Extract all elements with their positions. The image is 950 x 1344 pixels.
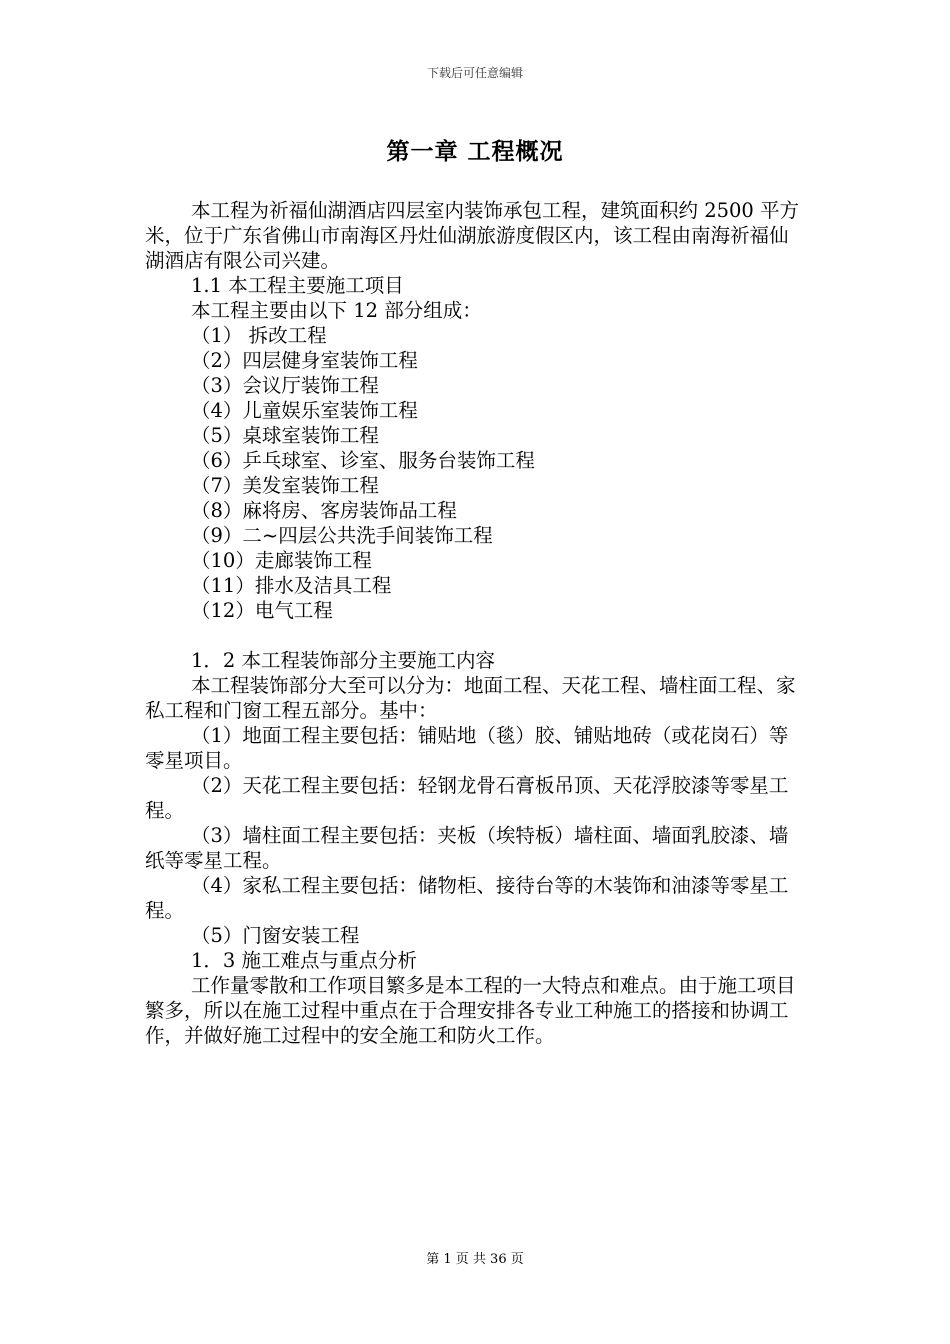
list-item: （11）排水及洁具工程: [191, 574, 392, 597]
content-item: （1）地面工程主要包括：铺贴地（毯）胶、铺贴地砖（或花岗石）等零星项目。: [145, 724, 789, 772]
list-item: （8）麻将房、客房装饰品工程: [191, 499, 457, 522]
content-item: （3）墙柱面工程主要包括：夹板（埃特板）墙柱面、墙面乳胶漆、墙纸等零星工程。: [145, 824, 789, 872]
list-item: （9）二~四层公共洗手间装饰工程: [191, 524, 493, 547]
list-item: （1） 拆改工程: [191, 324, 327, 347]
content-item: （2）天花工程主要包括：轻钢龙骨石膏板吊顶、天花浮胶漆等零星工程。: [145, 774, 789, 822]
section-lead-1-2: 本工程装饰部分大至可以分为：地面工程、天花工程、墙柱面工程、家私工程和门窗工程五部分。基中：: [145, 674, 796, 722]
section-heading-1-2: 1．2 本工程装饰部分主要施工内容: [191, 649, 496, 672]
content-item: （4）家私工程主要包括：储物柜、接待台等的木装饰和油漆等零星工程。: [145, 874, 789, 922]
list-item: （10）走廊装饰工程: [191, 549, 372, 572]
list-item: （5）桌球室装饰工程: [191, 424, 379, 447]
list-item: （12）电气工程: [191, 599, 333, 622]
page-header: 下载后可任意编辑: [426, 66, 523, 80]
section-lead-1-1: 本工程主要由以下 12 部分组成：: [191, 299, 482, 322]
section-heading-1-1: 1.1 本工程主要施工项目: [191, 274, 404, 297]
list-item: （7）美发室装饰工程: [191, 474, 379, 497]
intro-paragraph: 本工程为祈福仙湖酒店四层室内装饰承包工程，建筑面积约 2500 平方米，位于广东省佛山市南海区丹灶仙湖旅游度假区内，该工程由南海祈福仙湖酒店有限公司兴建。: [145, 199, 800, 272]
chapter-title: 第一章 工程概况: [386, 138, 564, 165]
section-text-1-3: 工作量零散和工作项目繁多是本工程的一大特点和难点。由于施工项目繁多，所以在施工过程中重点在于合理安排各专业工种施工的搭接和协调工作，并做好施工过程中的安全施工和防火工作。: [145, 974, 796, 1047]
list-item: （4）儿童娱乐室装饰工程: [191, 399, 418, 422]
list-item: （6）乒乓球室、诊室、服务台装饰工程: [191, 449, 535, 472]
section-heading-1-3: 1．3 施工难点与重点分析: [191, 949, 418, 972]
list-item: （3）会议厅装饰工程: [191, 374, 379, 397]
content-item: （5）门窗安装工程: [191, 924, 360, 947]
page-footer: 第 1 页 共 36 页: [426, 1252, 524, 1267]
list-item: （2）四层健身室装饰工程: [191, 349, 418, 372]
paragraph-spacer: [145, 623, 805, 648]
document-body: [145, 198, 805, 1048]
